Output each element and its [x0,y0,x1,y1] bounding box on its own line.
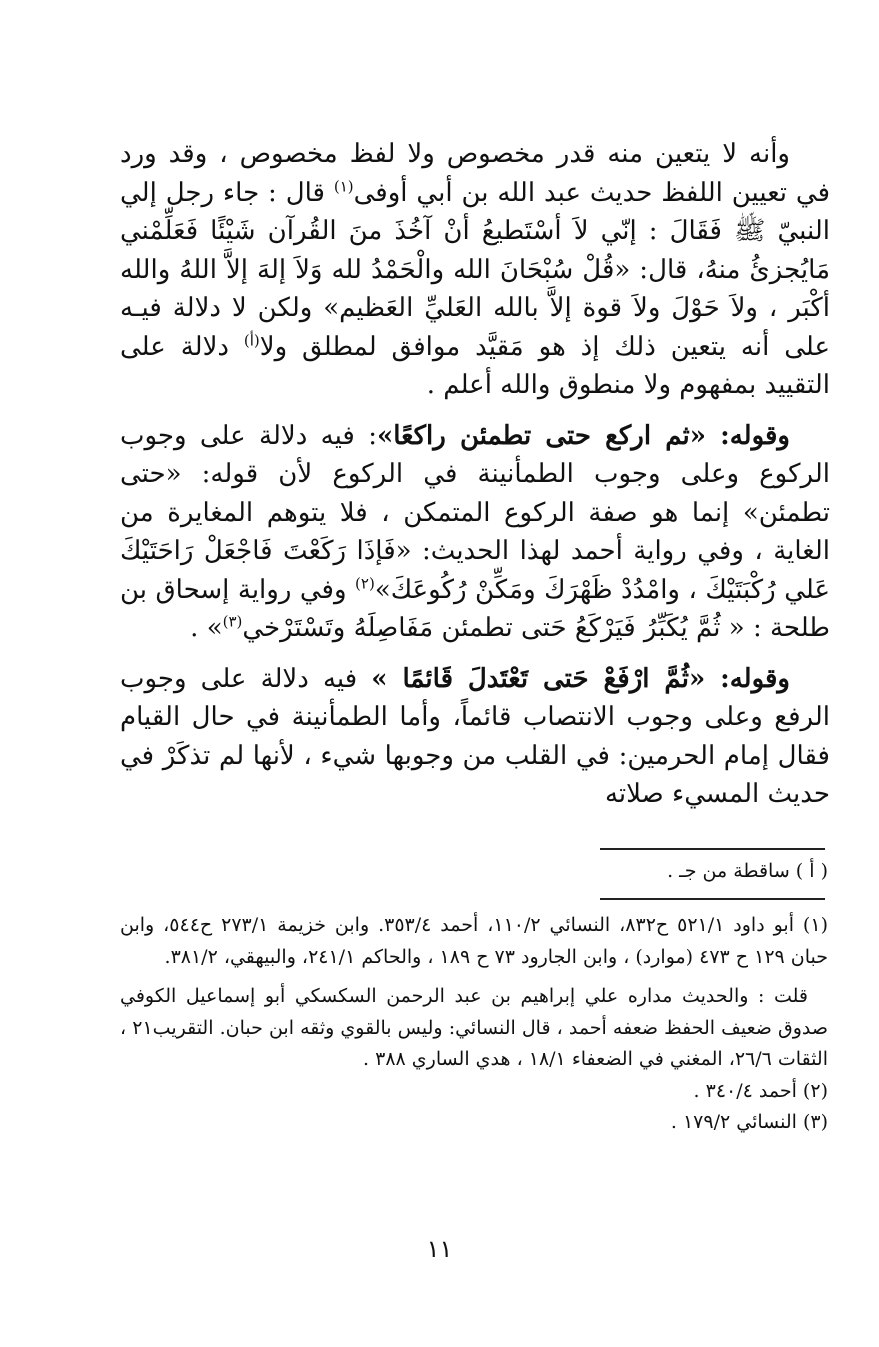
paragraph-3 [120,660,830,814]
p1-intro: وأنه لا يتعين منه قدر مخصوص ولا لفظ مخصوص ، وقد ورد في تعيين اللفظ حديث عبد الله بن أبي أوفى [120,139,830,208]
footnote-divider [600,898,825,900]
paragraph-1 [120,135,830,405]
page-number: ١١ [426,1235,453,1263]
footnote-ref-1: (١) [333,176,354,195]
footnotes [120,910,828,1139]
p1-body: قال : جاء رجل إلي النبيّ ﷺ فَقَالَ : إنّي لاَ أسْتَطيعُ أنْ آخُذَ منَ القُرآن شَيْئًا فَعَلِّمْني مَايُجزئُ منهُ، قال: «قُلْ سُبْحَانَ الله والْحَمْدُ لله وَلاَ إلهَ إلاَّ اللهُ والله أكْبَر ، ولاَ حَوْلَ ولاَ قوة إلاَّ بالله العَليِّ العَظيم» ولكن لا دلالة فيـه على أنه يتعين ذلك إذ هو مَقيَّد موافق لمطلق ولا [120,177,830,362]
paragraph-2 [120,417,830,648]
p2-body: : فيه دلالة على وجوب الركوع وعلى وجوب الطمأنينة في الركوع لأن قوله: «حتى تطمئن» إنما هو صفة الركوع المتمكن ، فلا يتوهم المغايرة من الغاية ، وفي رواية أحمد لهذا الحديث: «فَإذَا رَكَعْتَ فَاجْعَلْ رَاحَتَيْكَ عَلي رُكْبَتَيْكَ ، وامْدُدْ ظَهْرَكَ ومَكِّنْ رُكُوعَكَ» [120,420,831,605]
p1-tail: دلالة على التقييد بمفهوم ولا منطوق والله أعلم . [120,331,830,400]
footnote-ref-2: (٢) [355,573,375,592]
p3-lead: وقوله: «ثُمَّ ارْفَعْ حَتى تَعْتَدلَ قَائمًا » [371,663,790,694]
footnote-ref-a: (أ) [243,330,260,349]
p2-mid: وفي رواية إسحاق بن طلحة : « ثُمَّ يُكَبِّرُ فَيَرْكَعُ حَتى تطمئن مَفَاصِلَهُ وتَسْتَرْخي [120,574,830,643]
footnote-1-comment: قلت : والحديث مداره علي إبراهيم بن عبد الرحمن السكسكي أبو إسماعيل الكوفي صدوق ضعيف الحفظ ضعفه أحمد ، قال النسائي: وليس بالقوي وثقه ابن حبان. التقريب٢١ ، الثقات ٢٦/٦، المغني في الضعفاء ١٨/١ ، هدي الساري ٣٨٨ . [120,985,829,1070]
p2-lead: وقوله: «ثم اركع حتى تطمئن راكعًا» [376,420,790,451]
main-text [120,135,830,814]
footnote-3: (٣) النسائي ١٧٩/٢ . [670,1111,828,1133]
variant-note: ( أ ) ساقطة من جـ . [667,860,828,882]
footnote-ref-3: (٣) [222,612,243,631]
footnote-1: (١) أبو داود ٥٢١/١ ح٨٣٢، النسائي ١١٠/٢، أحمد ٣٥٣/٤. وابن خزيمة ٢٧٣/١ ح٥٤٤، وابن حبان ١٢٩ ح ٤٧٣ (موارد) ، وابن الجارود ٧٣ ح ١٨٩ ، والحاكم ٢٤١/١، والبيهقي، ٣٨١/٢. [120,914,828,968]
footnote-2: (٢) أحمد ٣٤٠/٤ . [693,1079,828,1102]
footnote-divider-top [600,848,825,850]
p3-body: فيه دلالة على وجوب الرفع وعلى وجوب الانتصاب قائماً، وأما الطمأنينة في حال القيام فقال إمام الحرمين: في القلب من وجوبها شيء ، لأنها لم تذكَرْ في حديث المسيء صلاته [120,663,830,809]
p2-tail: » . [190,613,223,643]
